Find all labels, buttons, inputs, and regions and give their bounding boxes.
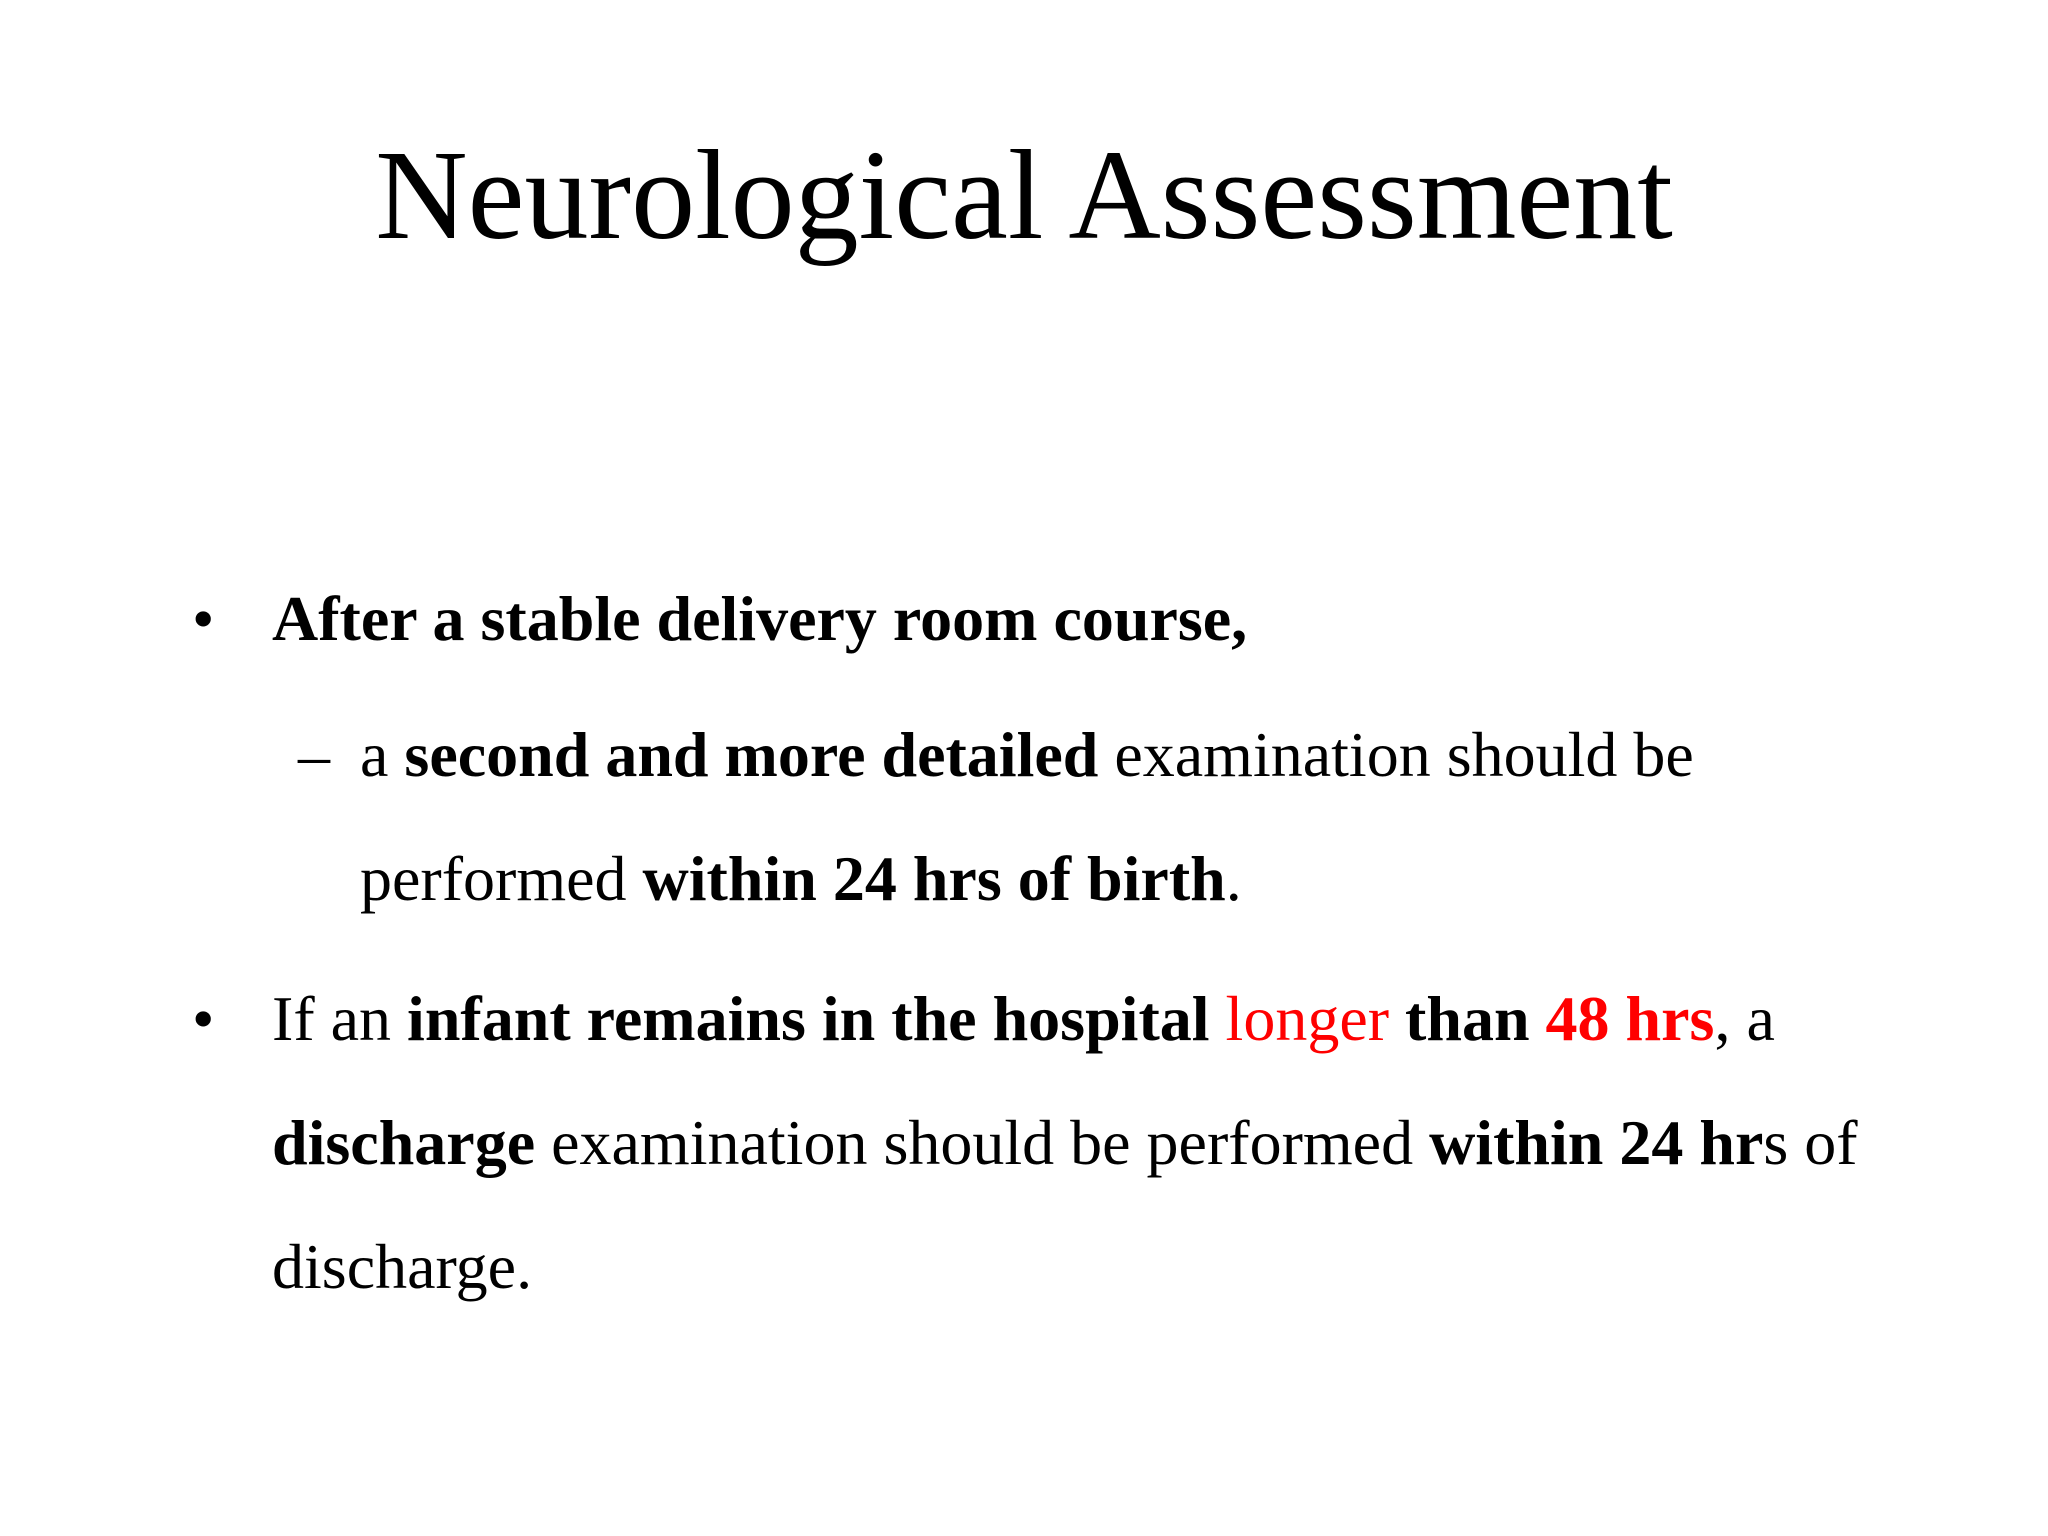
- bullet-item-1-text: After a stable delivery room course,: [272, 583, 1248, 654]
- bullet-marker: •: [192, 983, 215, 1054]
- text-run-bold: discharge: [272, 1107, 536, 1178]
- bullet-item-2-line-3: [272, 1205, 532, 1329]
- text-run-red: longer: [1225, 983, 1390, 1054]
- sub-item-1-line-2: [360, 817, 1242, 941]
- text-run: [1210, 983, 1226, 1054]
- text-run: performed: [360, 843, 643, 914]
- text-run-bold: second and more detailed: [404, 719, 1099, 790]
- bullet-item-2-line-1: [272, 957, 1775, 1081]
- bullet-item-1: [272, 557, 1247, 681]
- bullet-item-2-line-2: [272, 1081, 1858, 1205]
- text-run: .: [1225, 843, 1242, 914]
- text-run-bold: within 24 hrs of birth: [642, 843, 1226, 914]
- text-run-bold: than: [1389, 983, 1546, 1054]
- text-run-bold-red: 48 hrs: [1545, 983, 1715, 1054]
- dash-marker: –: [298, 719, 330, 790]
- text-run-bold: infant remains in the hospital: [407, 983, 1210, 1054]
- text-run: discharge.: [272, 1231, 533, 1302]
- text-run-bold: within 24 hr: [1429, 1107, 1764, 1178]
- text-run: examination should be: [1098, 719, 1694, 790]
- text-run: s of: [1763, 1107, 1858, 1178]
- text-run: a: [360, 719, 405, 790]
- text-run: examination should be performed: [535, 1107, 1430, 1178]
- bullet-marker: •: [192, 583, 215, 654]
- slide-title: Neurological Assessment: [375, 124, 1673, 266]
- text-run: , a: [1714, 983, 1775, 1054]
- sub-item-1-line-1: [360, 693, 1694, 817]
- text-run: If an: [272, 983, 408, 1054]
